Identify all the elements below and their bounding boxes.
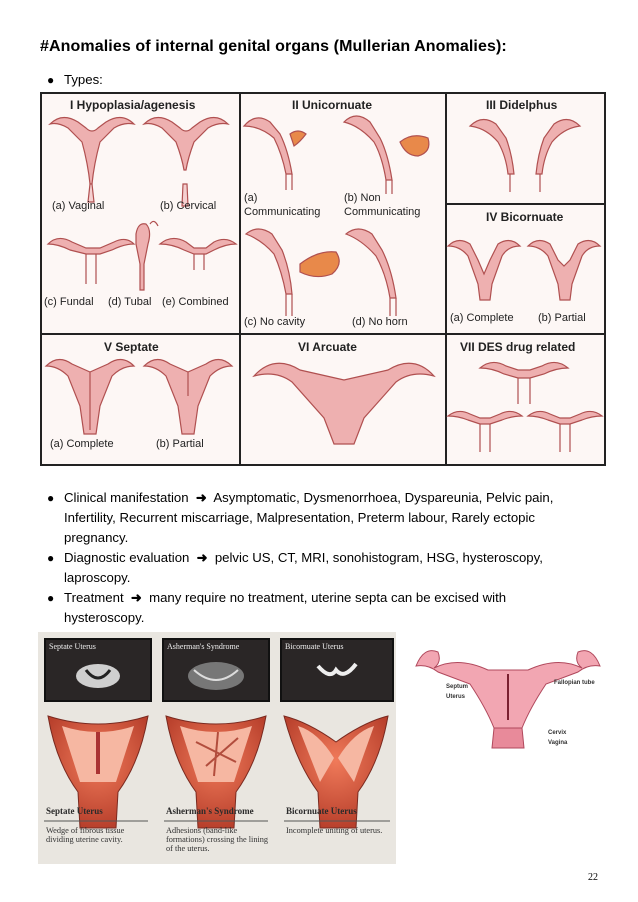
caption-fundal: (c) Fundal [44, 296, 94, 308]
treatment-text: many require no treatment, uterine septa can be excised with [149, 590, 507, 605]
arrow-right-icon: ➜ [193, 550, 212, 565]
caption-a: (a) [244, 192, 258, 204]
panel-bicornuate [446, 204, 604, 334]
label-vagina: Vagina [548, 740, 568, 746]
caption-complete: (a) Complete [450, 312, 514, 324]
bullet-line [64, 588, 604, 608]
arcuate-illustration [240, 334, 446, 464]
diagnostic-text: pelvic US, CT, MRI, sonohistogram, HSG, hysteroscopy, [214, 550, 543, 565]
ultrasound-label: Bicornuate Uterus [285, 642, 344, 651]
uterus-tubal [136, 221, 158, 290]
panel-arcuate [240, 334, 446, 464]
caption-b-non: (b) Non [344, 192, 381, 204]
treatment-label: Treatment [64, 590, 124, 605]
clinical-text-3: pregnancy. [64, 530, 129, 545]
asherman-desc: Adhesions (band-like formations) crossing the lining of the uterus. [166, 826, 269, 853]
bullet-treatment [47, 588, 604, 628]
bullet-clinical [47, 488, 604, 548]
uterus-combined [160, 238, 236, 270]
caption-combined: (e) Combined [162, 296, 229, 308]
panel-didelphus [446, 94, 604, 204]
uterus-cervical [144, 117, 228, 206]
panel-title: III Didelphus [486, 98, 558, 112]
panel-title: II Unicornuate [292, 98, 373, 112]
panel-des-drug [446, 334, 604, 464]
title-underlines [38, 820, 396, 824]
septate-anatomy-diagram [408, 636, 608, 756]
clinical-text-2: Infertility, Recurrent miscarriage, Malpresentation, Preterm labour, Rarely ectopic [64, 510, 536, 525]
unicornuate-c [246, 229, 339, 316]
page-heading: #Anomalies of internal genital organs (Mullerian Anomalies): [40, 38, 507, 55]
clinical-label: Clinical manifestation [64, 490, 189, 505]
label-fallopian-tube: Fallopian tube [554, 680, 595, 686]
bullet-diagnostic [47, 548, 604, 588]
didelphus-illustration [446, 94, 604, 204]
septate-title: Septate Uterus [46, 806, 103, 816]
panel-title: V Septate [104, 340, 159, 354]
bullet-line [64, 548, 604, 568]
treatment-text-2: hysteroscopy. [64, 610, 145, 625]
caption-no-cavity: (c) No cavity [244, 316, 306, 328]
diagnostic-label: Diagnostic evaluation [64, 550, 190, 565]
bullet-types [47, 70, 103, 90]
bicornuate-desc: Incomplete uniting of uterus. [286, 826, 383, 835]
unicornuate-a [244, 118, 306, 190]
ultrasound-bicornuate [280, 638, 394, 702]
panel-title: VII DES drug related [460, 340, 576, 354]
anatomy-drawing [408, 636, 608, 756]
asherman-title: Asherman's Syndrome [166, 806, 254, 816]
types-label: Types: [64, 72, 103, 87]
panel-title: IV Bicornuate [486, 210, 564, 224]
caption-communicating: Communicating [244, 206, 321, 218]
panel-unicornuate [240, 94, 446, 334]
septate-desc: Wedge of fibrous tissue dividing uterine cavity. [46, 826, 125, 844]
uterus-vaginal [50, 117, 134, 202]
caption-complete: (a) Complete [50, 438, 114, 450]
ultrasound-scan [282, 640, 392, 700]
panel-title: VI Arcuate [298, 340, 357, 354]
caption-non-communicating: Communicating [344, 206, 421, 218]
bicornuate-title: Bicornuate Uterus [286, 806, 357, 816]
caption-partial: (b) Partial [538, 312, 586, 324]
caption-no-horn: (d) No horn [352, 316, 408, 328]
uterus-comparison-image [38, 632, 396, 864]
panel-hypoplasia [42, 94, 240, 334]
ultrasound-label: Asherman's Syndrome [167, 642, 240, 651]
caption-vaginal: (a) Vaginal [52, 200, 105, 212]
label-uterus: Uterus [446, 694, 466, 700]
mullerian-anomalies-diagram [40, 92, 606, 466]
unicornuate-b [344, 116, 429, 194]
ultrasound-septate [44, 638, 152, 702]
ultrasound-scan [46, 640, 150, 700]
bullet-dot: ● [47, 491, 55, 505]
ultrasound-asherman [162, 638, 270, 702]
caption-partial: (b) Partial [156, 438, 204, 450]
panel-title: I Hypoplasia/agenesis [70, 98, 196, 112]
ultrasound-scan [164, 640, 268, 700]
bullet-dot: ● [47, 551, 55, 565]
ultrasound-label: Septate Uterus [49, 642, 96, 651]
diagnostic-text-2: laproscopy. [64, 570, 131, 585]
label-cervix: Cervix [548, 730, 567, 736]
label-septum: Septum [446, 684, 469, 690]
caption-cervical: (b) Cervical [160, 200, 217, 212]
panel-septate [42, 334, 240, 464]
caption-tubal: (d) Tubal [108, 296, 152, 308]
arrow-right-icon: ➜ [127, 590, 146, 605]
clinical-text: Asymptomatic, Dysmenorrhoea, Dyspareunia, Pelvic pain, [213, 490, 554, 505]
uterus-fundal [48, 238, 134, 284]
bullet-dot: ● [47, 73, 55, 87]
bullet-dot: ● [47, 591, 55, 605]
bullet-line [64, 488, 604, 508]
page-number: 22 [588, 872, 598, 883]
des-illustrations [446, 334, 604, 464]
unicornuate-d [346, 229, 396, 316]
arrow-right-icon: ➜ [192, 490, 211, 505]
